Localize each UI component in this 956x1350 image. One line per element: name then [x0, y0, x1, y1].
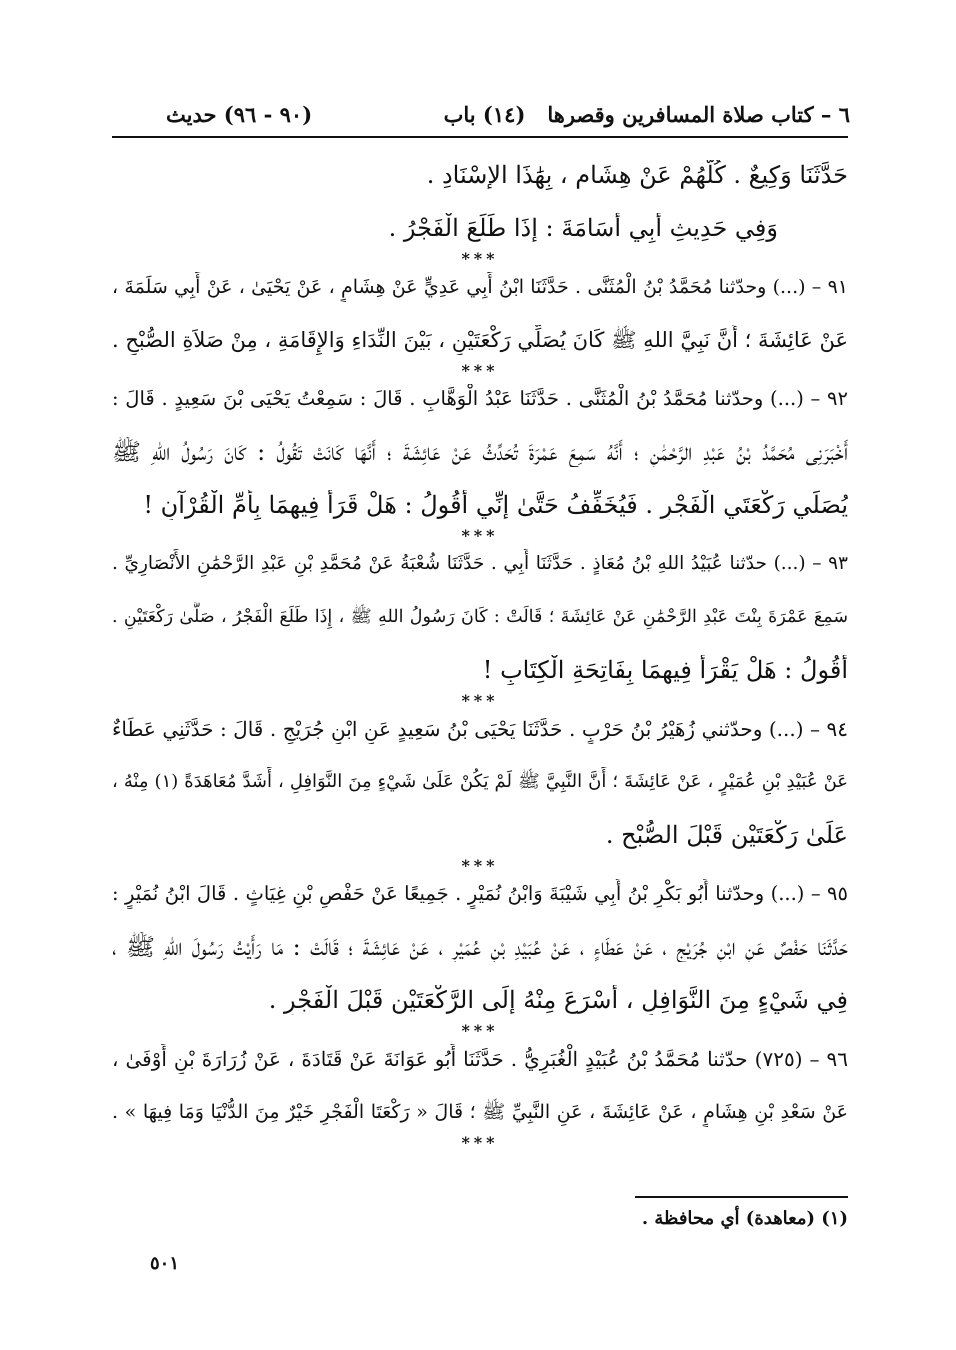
section-separator: ***	[461, 361, 499, 380]
hadith-91-line: ٩١ – (...) وحدّثنا مُحَمَّدُ بْنُ الْمُثَنَّى . حَدَّثَنَا ابْنُ أَبِي عَدِيٍّ عَنْ هِشَامٍ ، عَنْ يَحْيَىٰ ، عَنْ أَبِي سَلَمَةَ ،	[112, 276, 848, 298]
section-separator: ***	[461, 1133, 499, 1152]
text-line: عَنْ عَائِشَةَ ؛ أَنَّ نَبِيَّ اللهِ ﷺ كَانَ يُصَلِّي رَكْعَتَيْنِ ، بَيْنَ النِّدَاءِ وَالإِقَامَةِ ، مِنْ صَلاَةِ الصُّبْحِ .	[112, 328, 848, 352]
text-line: وَفِي حَدِيثِ أَبِي أُسَامَةَ : إِذَا طَلَعَ الْفَجْرُ .	[388, 214, 778, 242]
hadith-96-line: ٩٦ – (٧٢٥) حدّثنا مُحَمَّدُ بْنُ عُبَيْدٍ الْغُبَرِيُّ . حَدَّثَنَا أَبُو عَوَانَةَ عَنْ قَتَادَةَ ، عَنْ زُرَارَةَ بْنِ أَوْفَىٰ ،	[112, 1047, 848, 1071]
section-separator: ***	[461, 856, 499, 875]
hadith-range: (٩٠ - ٩٦) حديث	[166, 102, 313, 127]
running-header	[110, 98, 850, 134]
text-line: عَلَىٰ رَكْعَتَيْنِ قَبْلَ الصُّبْحِ .	[605, 821, 848, 849]
bab-number: (١٤) باب	[443, 102, 526, 127]
footnote-rule	[635, 1196, 848, 1198]
text-line: أَخْبَرَنِي مُحَمَّدُ بْنُ عَبْدِ الرَّحْمَٰنِ ؛ أَنَّهُ سَمِعَ عَمْرَةَ تُحَدِّثُ عَنْ عَائِشَةَ ؛ أَنَّهَا كَانَتْ تَقُولُ : كَانَ رَسُولُ اللهِ ﷺ	[112, 438, 848, 466]
hadith-92-line: ٩٢ – (...) وحدّثنا مُحَمَّدُ بْنُ الْمُثَنَّى . حَدَّثَنَا عَبْدُ الْوَهَّابِ . قَالَ : سَمِعْتُ يَحْيَى بْنَ سَعِيدٍ . قَالَ :	[112, 387, 848, 410]
section-separator: ***	[461, 249, 499, 268]
page-number: ٥٠١	[150, 1253, 180, 1274]
main-text	[112, 160, 848, 1156]
section-separator: ***	[461, 691, 499, 710]
text-line: عَنْ عُبَيْدِ بْنِ عُمَيْرٍ ، عَنْ عَائِشَةَ ؛ أَنَّ النَّبِيَّ ﷺ لَمْ يَكُنْ عَلَىٰ شَيْءٍ مِنَ النَّوَافِلِ ، أَشَدَّ مُعَاهَدَةً (١) مِنْهُ ،	[112, 771, 848, 792]
section-separator: ***	[461, 1021, 499, 1040]
text-line: عَنْ سَعْدِ بْنِ هِشَامٍ ، عَنْ عَائِشَةَ ، عَنِ النَّبِيِّ ﷺ ؛ قَالَ « رَكْعَتَا الْفَجْرِ خَيْرٌ مِنَ الدُّنْيَا وَمَا فِيهَا » .	[112, 1101, 848, 1123]
text-line: سَمِعَ عَمْرَةَ بِنْتَ عَبْدِ الرَّحْمَٰنِ عَنْ عَائِشَةَ ؛ قَالَتْ : كَانَ رَسُولُ اللهِ ﷺ ، إِذَا طَلَعَ الْفَجْرُ ، صَلَّىٰ رَكْعَتَيْنِ .	[112, 607, 848, 627]
chapter-heading	[444, 102, 850, 127]
chapter-title: ٦ – كتاب صلاة المسافرين وقصرها	[547, 102, 850, 127]
text-line: حَدَّثَنَا حَفْصٌ عَنِ ابْنِ جُرَيْجٍ ، عَنْ عَطَاءٍ ، عَنْ عُبَيْدِ بْنِ عُمَيْرٍ ، عَنْ عَائِشَةَ ؛ قَالَتْ : مَا رَأَيْتُ رَسُولَ اللهِ ﷺ ،	[112, 933, 848, 961]
header-rule	[112, 136, 848, 138]
text-line: أَقُولُ : هَلْ يَقْرَأُ فِيهِمَا بِفَاتِحَةِ الْكِتَابِ !	[482, 656, 848, 684]
text-line: يُصَلِّي رَكْعَتَيِ الْفَجْرِ . فَيُخَفِّفُ حَتَّىٰ إِنِّي أَقُولُ : هَلْ قَرَأَ فِيهِمَا بِأُمِّ الْقُرْآنِ !	[143, 491, 848, 519]
hadith-94-line: ٩٤ – (...) وحدّثني زُهَيْرُ بْنُ حَرْبٍ . حَدَّثَنَا يَحْيَى بْنُ سَعِيدٍ عَنِ ابْنِ جُرَيْجٍ . قَالَ : حَدَّثَنِي عَطَاءٌ	[112, 717, 848, 741]
hadith-93-line: ٩٣ – (...) حدّثنا عُبَيْدُ اللهِ بْنُ مُعَاذٍ . حَدَّثَنَا أَبِي . حَدَّثَنَا شُعْبَةُ عَنْ مُحَمَّدِ بْنِ عَبْدِ الرَّحْمَٰنِ الأَنْصَارِيِّ .	[112, 553, 848, 574]
text-line: فِي شَيْءٍ مِنَ النَّوَافِلِ ، أَسْرَعَ مِنْهُ إِلَى الرَّكْعَتَيْنِ قَبْلَ الْفَجْرِ .	[268, 986, 848, 1014]
text-line: حَدَّثَنَا وَكِيعٌ . كُلُّهُمْ عَنْ هِشَامٍ ، بِهَٰذَا الإِسْنَادِ .	[426, 161, 848, 189]
footnote: (١) (معاهدة) أي محافظة .	[641, 1208, 848, 1229]
hadith-95-line: ٩٥ – (...) وحدّثنا أَبُو بَكْرِ بْنُ أَبِي شَيْبَةَ وَابْنُ نُمَيْرٍ . جَمِيعًا عَنْ حَفْصِ بْنِ غِيَاثٍ . قَالَ ابْنُ نُمَيْرٍ :	[112, 882, 848, 905]
section-separator: ***	[461, 526, 499, 545]
